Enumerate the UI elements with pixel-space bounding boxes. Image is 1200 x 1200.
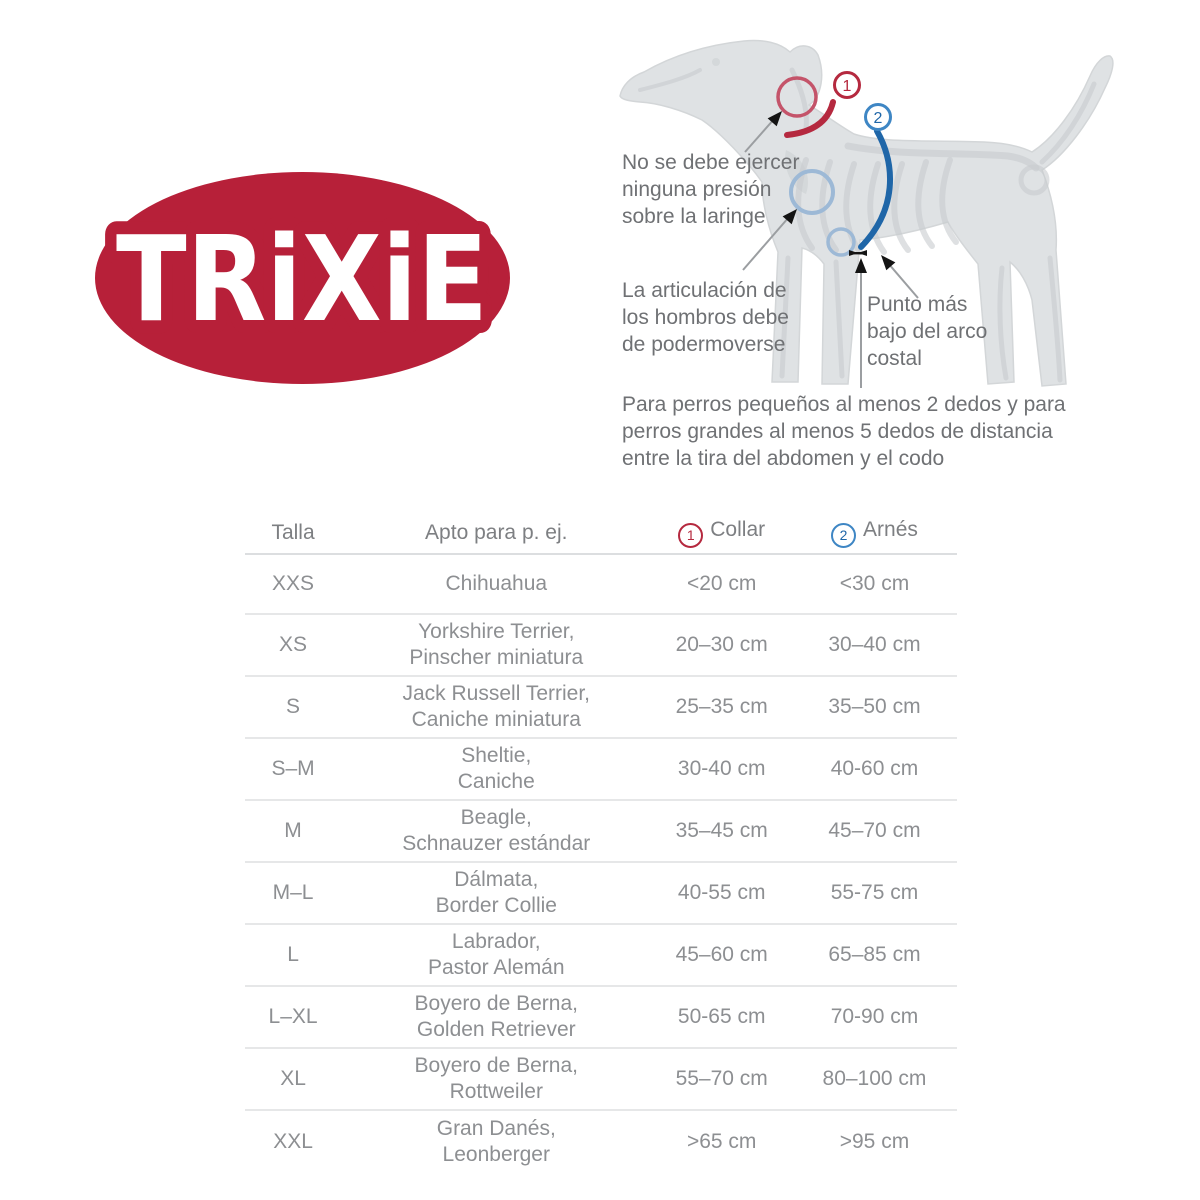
note-shoulders-line3: de podermoverse: [622, 333, 786, 356]
size-cell: M–L: [245, 862, 341, 924]
collar-cell: 50-65 cm: [651, 986, 791, 1048]
breed-line: Pinscher miniatura: [409, 646, 584, 669]
table-row: [245, 554, 957, 614]
harness-cell: 70-90 cm: [792, 986, 957, 1048]
note-shoulders-line1: La articulación de: [622, 279, 787, 302]
note-ribcage-line3: costal: [867, 347, 922, 370]
header-collar: [651, 512, 791, 554]
note-fingers: [622, 391, 1066, 472]
note-larynx-line1: No se debe ejercer: [622, 151, 800, 174]
breed-line: Jack Russell Terrier,: [402, 682, 591, 705]
size-table: [245, 512, 957, 1172]
collar-cell: 40-55 cm: [651, 862, 791, 924]
collar-cell: >65 cm: [686, 1129, 757, 1153]
harness-cell: 30–40 cm: [792, 614, 957, 676]
header-breeds: Apto para p. ej.: [341, 512, 651, 554]
size-cell: XS: [245, 614, 341, 676]
table-row: [245, 986, 957, 1048]
breed-line: Caniche: [457, 770, 535, 793]
breed-line: Chihuahua: [445, 572, 548, 595]
collar-number-icon: 1: [678, 523, 703, 548]
breeds-cell: [341, 554, 651, 614]
table-row: [245, 800, 957, 862]
breed-line: Gran Danés,: [436, 1116, 556, 1140]
breed-line: Border Collie: [435, 894, 557, 917]
breed-line: Caniche miniatura: [411, 708, 581, 731]
size-cell: XXL: [273, 1129, 313, 1153]
breed-line: Labrador,: [451, 930, 541, 953]
collar-cell: 20–30 cm: [651, 614, 791, 676]
note-shoulders: [622, 277, 789, 358]
harness-cell: >95 cm: [839, 1129, 910, 1153]
size-cell: XL: [245, 1048, 341, 1110]
breed-line: Sheltie,: [461, 744, 532, 767]
collar-cell: 55–70 cm: [651, 1048, 791, 1110]
note-larynx: [622, 149, 799, 230]
breeds-cell: [341, 924, 651, 986]
collar-cell: <20 cm: [651, 554, 791, 614]
harness-cell: 40-60 cm: [792, 738, 957, 800]
breed-line: Dálmata,: [454, 868, 539, 891]
collar-cell: 35–45 cm: [651, 800, 791, 862]
harness-cell: 80–100 cm: [792, 1048, 957, 1110]
table-row: [245, 1048, 957, 1110]
harness-cell: 65–85 cm: [792, 924, 957, 986]
breeds-cell: [341, 676, 651, 738]
trixie-logo: [95, 172, 510, 384]
table-row: [245, 862, 957, 924]
breed-line: Boyero de Berna,: [414, 1054, 578, 1077]
table-row: [245, 924, 957, 986]
harness-number-icon: 2: [831, 523, 856, 548]
header-harness: [792, 512, 957, 554]
size-cell: XXS: [245, 554, 341, 614]
harness-badge-number: 2: [873, 110, 883, 127]
collar-cell: 45–60 cm: [651, 924, 791, 986]
table-row: [245, 738, 957, 800]
breed-line: Beagle,: [460, 806, 532, 829]
header-harness-label: Arnés: [863, 517, 918, 541]
breeds-cell: [341, 1110, 651, 1172]
breed-line: Pastor Alemán: [427, 956, 565, 979]
note-fingers-line1: Para perros pequeños al menos 2 dedos y para: [622, 393, 1066, 416]
note-shoulders-line2: los hombros debe: [622, 306, 789, 329]
breeds-cell: [341, 862, 651, 924]
table-row: [245, 676, 957, 738]
note-ribcage-line1: Punto más: [867, 293, 968, 316]
breeds-cell: [341, 614, 651, 676]
breeds-cell: [341, 738, 651, 800]
harness-cell: 45–70 cm: [792, 800, 957, 862]
note-larynx-line3: sobre la laringe: [622, 205, 766, 228]
collar-cell: 25–35 cm: [651, 676, 791, 738]
size-cell: L: [245, 924, 341, 986]
note-fingers-line3: entre la tira del abdomen y el codo: [622, 447, 945, 470]
size-cell: M: [245, 800, 341, 862]
note-larynx-line2: ninguna presión: [622, 178, 772, 201]
breed-line: Boyero de Berna,: [414, 992, 578, 1015]
size-cell: L–XL: [245, 986, 341, 1048]
harness-cell: <30 cm: [792, 554, 957, 614]
breed-line: Schnauzer estándar: [402, 832, 591, 855]
breed-line: Rottweiler: [449, 1080, 543, 1103]
size-cell: S–M: [245, 738, 341, 800]
size-table-body: [245, 554, 957, 1172]
note-ribcage: [867, 291, 987, 372]
size-table-header-row: [245, 512, 957, 554]
breed-line: Yorkshire Terrier,: [418, 620, 575, 643]
harness-cell: 35–50 cm: [792, 676, 957, 738]
harness-cell: 55-75 cm: [792, 862, 957, 924]
breeds-cell: [341, 800, 651, 862]
collar-cell: 30-40 cm: [651, 738, 791, 800]
table-row: [245, 1110, 957, 1172]
breed-line: Golden Retriever: [416, 1018, 576, 1041]
note-ribcage-line2: bajo del arco: [867, 320, 988, 343]
note-fingers-line2: perros grandes al menos 5 dedos de distancia: [622, 420, 1053, 443]
breed-line: Leonberger: [442, 1142, 550, 1166]
header-size: Talla: [245, 512, 341, 554]
collar-badge-number: 1: [842, 78, 852, 95]
breeds-cell: [341, 1048, 651, 1110]
breeds-cell: [341, 986, 651, 1048]
header-collar-label: Collar: [710, 517, 766, 541]
size-cell: S: [245, 676, 341, 738]
logo-text: TRiXiE: [116, 210, 488, 348]
table-row: [245, 614, 957, 676]
